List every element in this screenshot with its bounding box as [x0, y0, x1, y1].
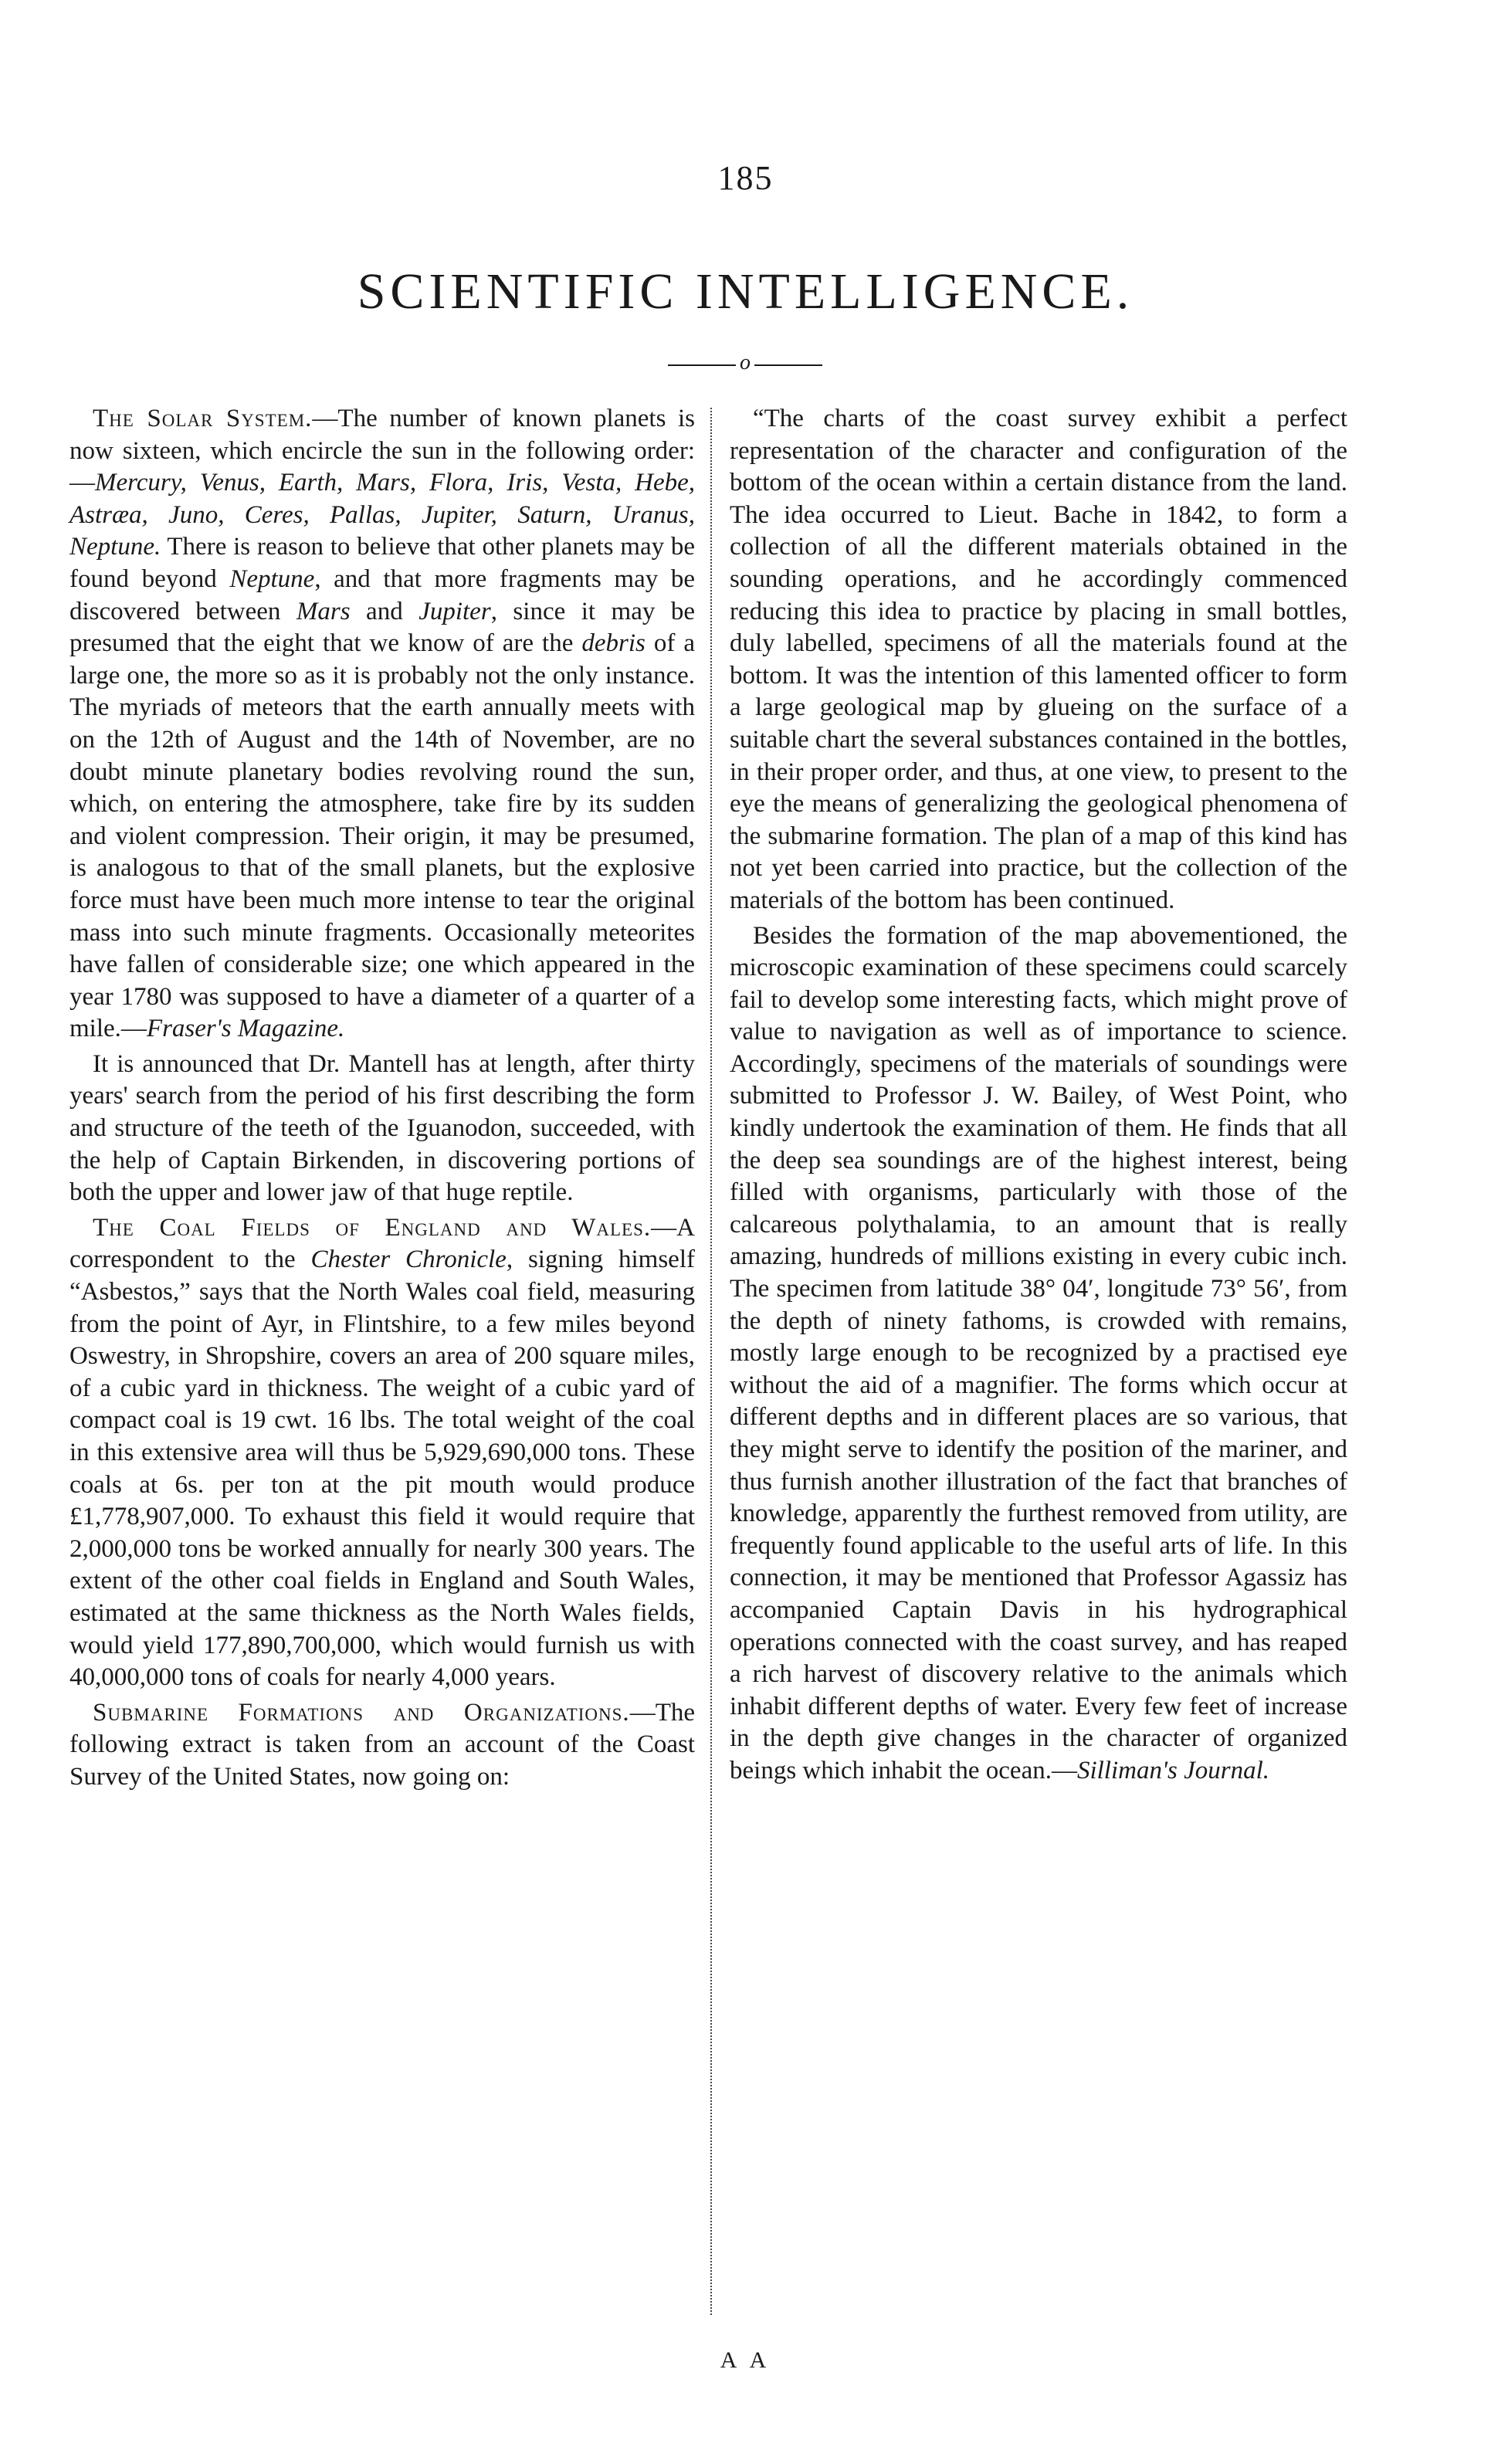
article-heading: Submarine Formations and Organizations.	[93, 1698, 630, 1727]
signature-mark: A A	[720, 2347, 771, 2373]
right-column	[730, 403, 1347, 1788]
planet-list: Mercury, Venus, Earth, Mars, Flora, Iris, Vesta, Hebe, Astræa, Juno, Ceres, Pallas, Jupiter, Saturn, Uranus, Neptune.	[69, 469, 695, 561]
article-coal-fields: The Coal Fields of England and Wales.—A correspondent to the Chester Chronicle, signing himself “Asbestos,” says that the North Wales coal field, measuring from the point of Ayr, in Flintshire, to a few miles beyond Oswestry, in Shropshire, covers an area of 200 square miles, of a cubic yard in thickness. The weight of a cubic yard of compact coal is 19 cwt. 16 lbs. The total weight of the coal in this extensive area will thus be 5,929,690,000 tons. These coals at 6s. per ton at the pit mouth would produce £1,778,907,000. To exhaust this field it would require that 2,000,000 tons be worked annually for nearly 300 years. The extent of the other coal fields in England and South Wales, estimated at the same thickness as the North Wales fields, would yield 177,890,700,000, which would furnish us with 40,000,000 tons of coals for nearly 4,000 years.	[69, 1213, 695, 1692]
article-submarine: Submarine Formations and Organizations.—The following extract is taken from an account of the Coast Survey of the United States, now going on:	[69, 1698, 695, 1791]
rule-ornament: o	[740, 351, 751, 375]
page-title: SCIENTIFIC INTELLIGENCE.	[357, 263, 1134, 320]
article-source: Silliman's Journal.	[1076, 1756, 1270, 1784]
rule-left-line	[668, 364, 736, 366]
article-source: Fraser's Magazine.	[146, 1015, 345, 1043]
article-solar-system: The Solar System.—The number of known planets is now sixteen, which encircle the sun in the following order:—Mercury, Venus, Earth, Mars, Flora, Iris, Vesta, Hebe, Astræa, Juno, Ceres, Pallas, Jupiter, Saturn, Uranus, Neptune. There is reason to believe that other planets may be found beyond Neptune, and that more fragments may be discovered between Mars and Jupiter, since it may be presumed that the eight that we know of are the debris of a large one, the more so as it is probably not the only instance. The myriads of meteors that the earth annually meets with on the 12th of August and the 14th of November, are no doubt minute planetary bodies revolving round the sun, which, on entering the atmosphere, take fire by its sudden and violent compression. Their origin, it may be presumed, is analogous to that of the small planets, but the explosive force must have been much more intense to tear the original mass into such minute fragments. Occasionally meteorites have fallen of considerable size; one which appeared in the year 1780 was supposed to have a diameter of a quarter of a mile.—Fraser's Magazine.	[69, 405, 696, 1043]
article-mantell: It is announced that Dr. Mantell has at length, after thirty years' search from the period of his first describing the form and structure of the teeth of the Iguanodon, succeeded, with the help of Captain Birkenden, in discovering portions of both the upper and lower jaw of that huge reptile.	[69, 1049, 695, 1207]
microscopic-paragraph: Besides the formation of the map abovementioned, the microscopic examination of these specimens could scarcely fail to develop some interesting facts, which might prove of value to navigation as well as of importance to science. Accordingly, specimens of the materials of soundings were submitted to Professor J. W. Bailey, of West Point, who kindly undertook the examination of them. He finds that all the deep sea soundings are of the highest interest, being filled with organisms, particularly with those of the calcareous polythalamia, to an amount that is really amazing, hundreds of millions existing in every cubic inch. The specimen from latitude 38° 04′, longitude 73° 56′, from the depth of ninety fathoms, is crowded with remains, mostly large enough to be recognized by a practised eye without the aid of a magnifier. The forms which occur at different depths and in different places are so various, that they might serve to identify the position of the mariner, and thus furnish another illustration of the fact that branches of knowledge, apparently the furthest removed from utility, are frequently found applicable to the useful arts of life. In this connection, it may be mentioned that Professor Agassiz has accompanied Captain Davis in his hydrographical operations connected with the coast survey, and has reaped a rich harvest of discovery relative to the animals which inhabit different depths of water. Every few feet of increase in the depth give changes in the character of organized beings which inhabit the ocean.—Silliman's Journal.	[730, 921, 1347, 1784]
rule-right-line	[754, 364, 822, 366]
title-ornament-rule	[668, 351, 822, 377]
quote-paragraph: “The charts of the coast survey exhibit a perfect representation of the character and configuration of the bottom of the ocean within a certain distance from the land. The idea occurred to Lieut. Bache in 1842, to form a collection of all the different materials obtained in the sounding operations, and he accordingly commenced reducing this idea to practice by placing in small bottles, duly labelled, specimens of all the materials found at the bottom. It was the intention of this lamented officer to form a large geological map by glueing on the surface of a suitable chart the several substances contained in the bottles, in their proper order, and thus, at one view, to present to the eye the means of generalizing the geological phenomena of the submarine formation. The plan of a map of this kind has not yet been carried into practice, but the collection of the materials of the bottom has been continued.	[730, 405, 1347, 914]
left-column	[69, 403, 695, 1794]
article-heading: The Coal Fields of England and Wales.	[93, 1213, 652, 1242]
page-number: 185	[717, 159, 774, 197]
article-heading: The Solar System.	[93, 405, 313, 432]
column-divider	[710, 408, 712, 2315]
